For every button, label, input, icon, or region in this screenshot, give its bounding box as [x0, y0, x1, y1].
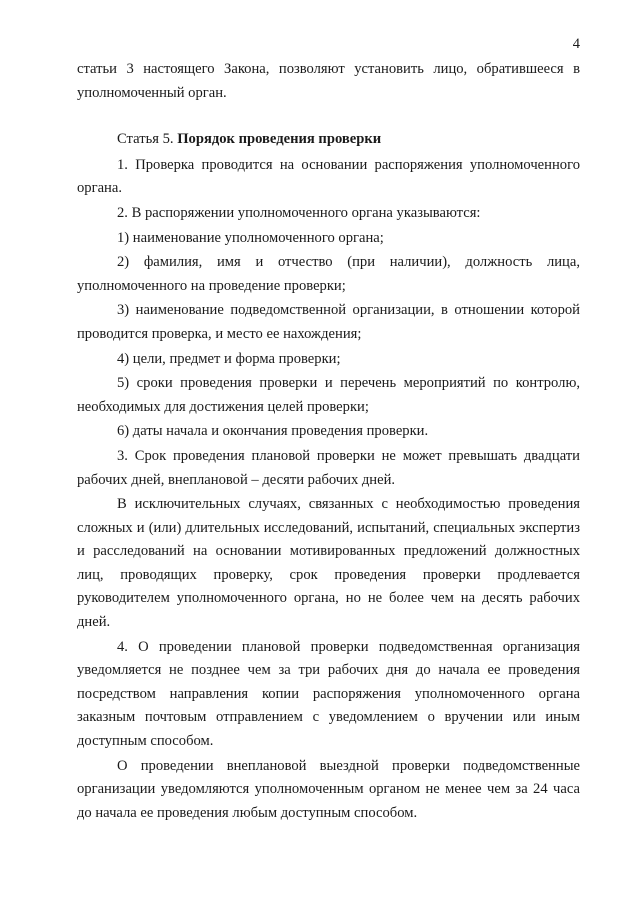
article-heading-title: Порядок проведения проверки	[177, 131, 382, 148]
paragraph-4: 4. О проведении плановой проверки подведомственная организация уведомляется не позднее чем за три рабочих дня до начала ее проведения посредством направления копии распоряжения уполномоченного органа заказным почтовым отправлением с уведомлением о вручении или иным доступным способом.	[77, 638, 580, 750]
list-item-6: 6) даты начала и окончания проведения проверки.	[117, 423, 429, 440]
list-item-1: 1) наименование уполномоченного органа;	[117, 229, 384, 246]
paragraph-1: 1. Проверка проводится на основании распоряжения уполномоченного органа.	[77, 156, 580, 197]
paragraph-2: 2. В распоряжении уполномоченного органа указываются:	[117, 204, 481, 221]
list-item-3: 3) наименование подведомственной организации, в отношении которой проводится проверка, и место ее нахождения;	[77, 302, 580, 342]
paragraph-3: 3. Срок проведения плановой проверки не может превышать двадцати рабочих дней, внеплановой – десяти рабочих дней.	[77, 447, 580, 488]
intro-continuation: статьи 3 настоящего Закона, позволяют установить лицо, обратившееся в уполномоченный орган.	[77, 61, 580, 101]
page-number: 4	[572, 36, 580, 52]
article-heading-prefix: Статья 5.	[117, 131, 178, 148]
paragraph-exceptional-cases: В исключительных случаях, связанных с необходимостью проведения сложных и (или) длительных исследований, испытаний, специальных экспертиз и расследований на основании мотивированных предложений должностных лиц, проводящих проверку, срок проведения проверки продлевается руководителем уполномоченного органа, но не более чем на десять рабочих дней.	[77, 496, 580, 631]
list-item-2: 2) фамилия, имя и отчество (при наличии), должность лица, уполномоченного на проведение проверки;	[77, 254, 580, 294]
list-item-5: 5) сроки проведения проверки и перечень мероприятий по контролю, необходимых для достижения целей проверки;	[77, 375, 580, 415]
list-item-4: 4) цели, предмет и форма проверки;	[117, 350, 341, 367]
paragraph-unscheduled-inspection: О проведении внеплановой выездной проверки подведомственные организации уведомляются уполномоченным органом не менее чем за 24 часа до начала ее проведения любым доступным способом.	[77, 757, 580, 821]
document-body	[77, 58, 580, 825]
article-heading	[77, 128, 580, 152]
